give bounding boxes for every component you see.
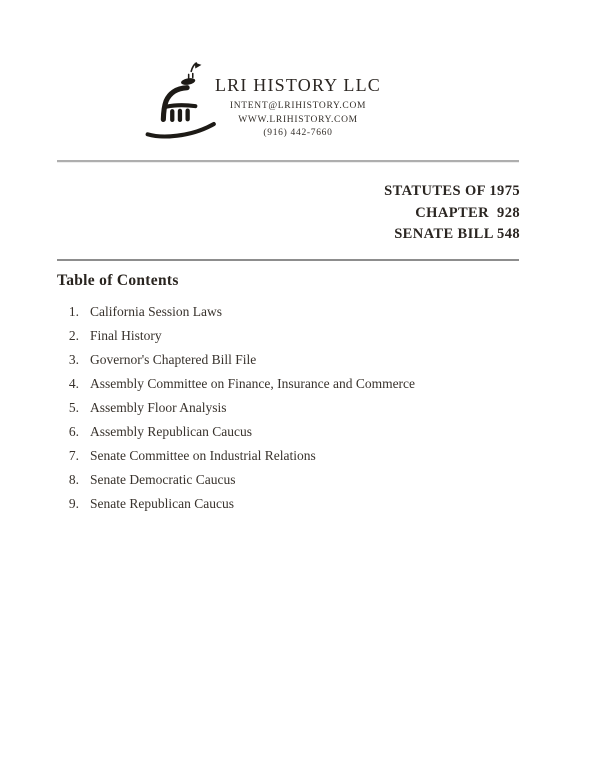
company-phone: (916) 442-7660 — [263, 128, 333, 138]
toc-item-number: 4. — [68, 376, 79, 391]
toc-item — [57, 376, 527, 391]
company-email: INTENT@LRIHISTORY.COM — [229, 101, 367, 111]
toc-item-number: 3. — [68, 352, 79, 367]
toc-item — [57, 304, 527, 319]
toc-item-label: Assembly Floor Analysis — [90, 400, 227, 415]
toc-item — [57, 424, 527, 439]
divider-top — [57, 160, 519, 162]
divider-middle — [57, 259, 519, 261]
toc-item-label: Senate Republican Caucus — [90, 496, 234, 511]
toc-item-label: Governor's Chaptered Bill File — [90, 352, 257, 367]
statutes-line: STATUTES OF 1975 — [384, 183, 520, 199]
company-name: LRI HISTORY LLC — [214, 75, 381, 95]
toc-item — [57, 472, 527, 487]
statute-reference — [384, 181, 520, 246]
chapter-line: CHAPTER 928 — [415, 204, 520, 221]
toc-item-label: California Session Laws — [90, 304, 222, 319]
toc-item — [57, 496, 527, 511]
toc-item-number: 2. — [68, 328, 79, 343]
toc-title: Table of Contents — [57, 272, 179, 289]
toc-item-label: Senate Democratic Caucus — [90, 472, 236, 487]
toc-item-label: Assembly Committee on Finance, Insurance and Commerce — [90, 376, 416, 391]
toc-item — [57, 328, 527, 343]
company-website: WWW.LRIHISTORY.COM — [238, 114, 358, 125]
bill-line: SENATE BILL 548 — [394, 226, 520, 242]
toc-item-label: Senate Committee on Industrial Relations — [90, 448, 316, 463]
toc-item-number: 1. — [68, 304, 79, 319]
toc-item-number: 7. — [68, 448, 79, 463]
letterhead — [168, 74, 428, 141]
toc-list — [57, 304, 527, 520]
toc-item-number: 8. — [68, 472, 79, 487]
toc-item-number: 5. — [68, 400, 79, 415]
toc-item-number: 6. — [68, 424, 79, 439]
toc-item-number: 9. — [68, 496, 79, 511]
toc-item — [57, 448, 527, 463]
toc-item — [57, 400, 527, 415]
toc-item — [57, 352, 527, 367]
toc-item-label: Assembly Republican Caucus — [90, 424, 252, 439]
toc-item-label: Final History — [90, 328, 162, 343]
